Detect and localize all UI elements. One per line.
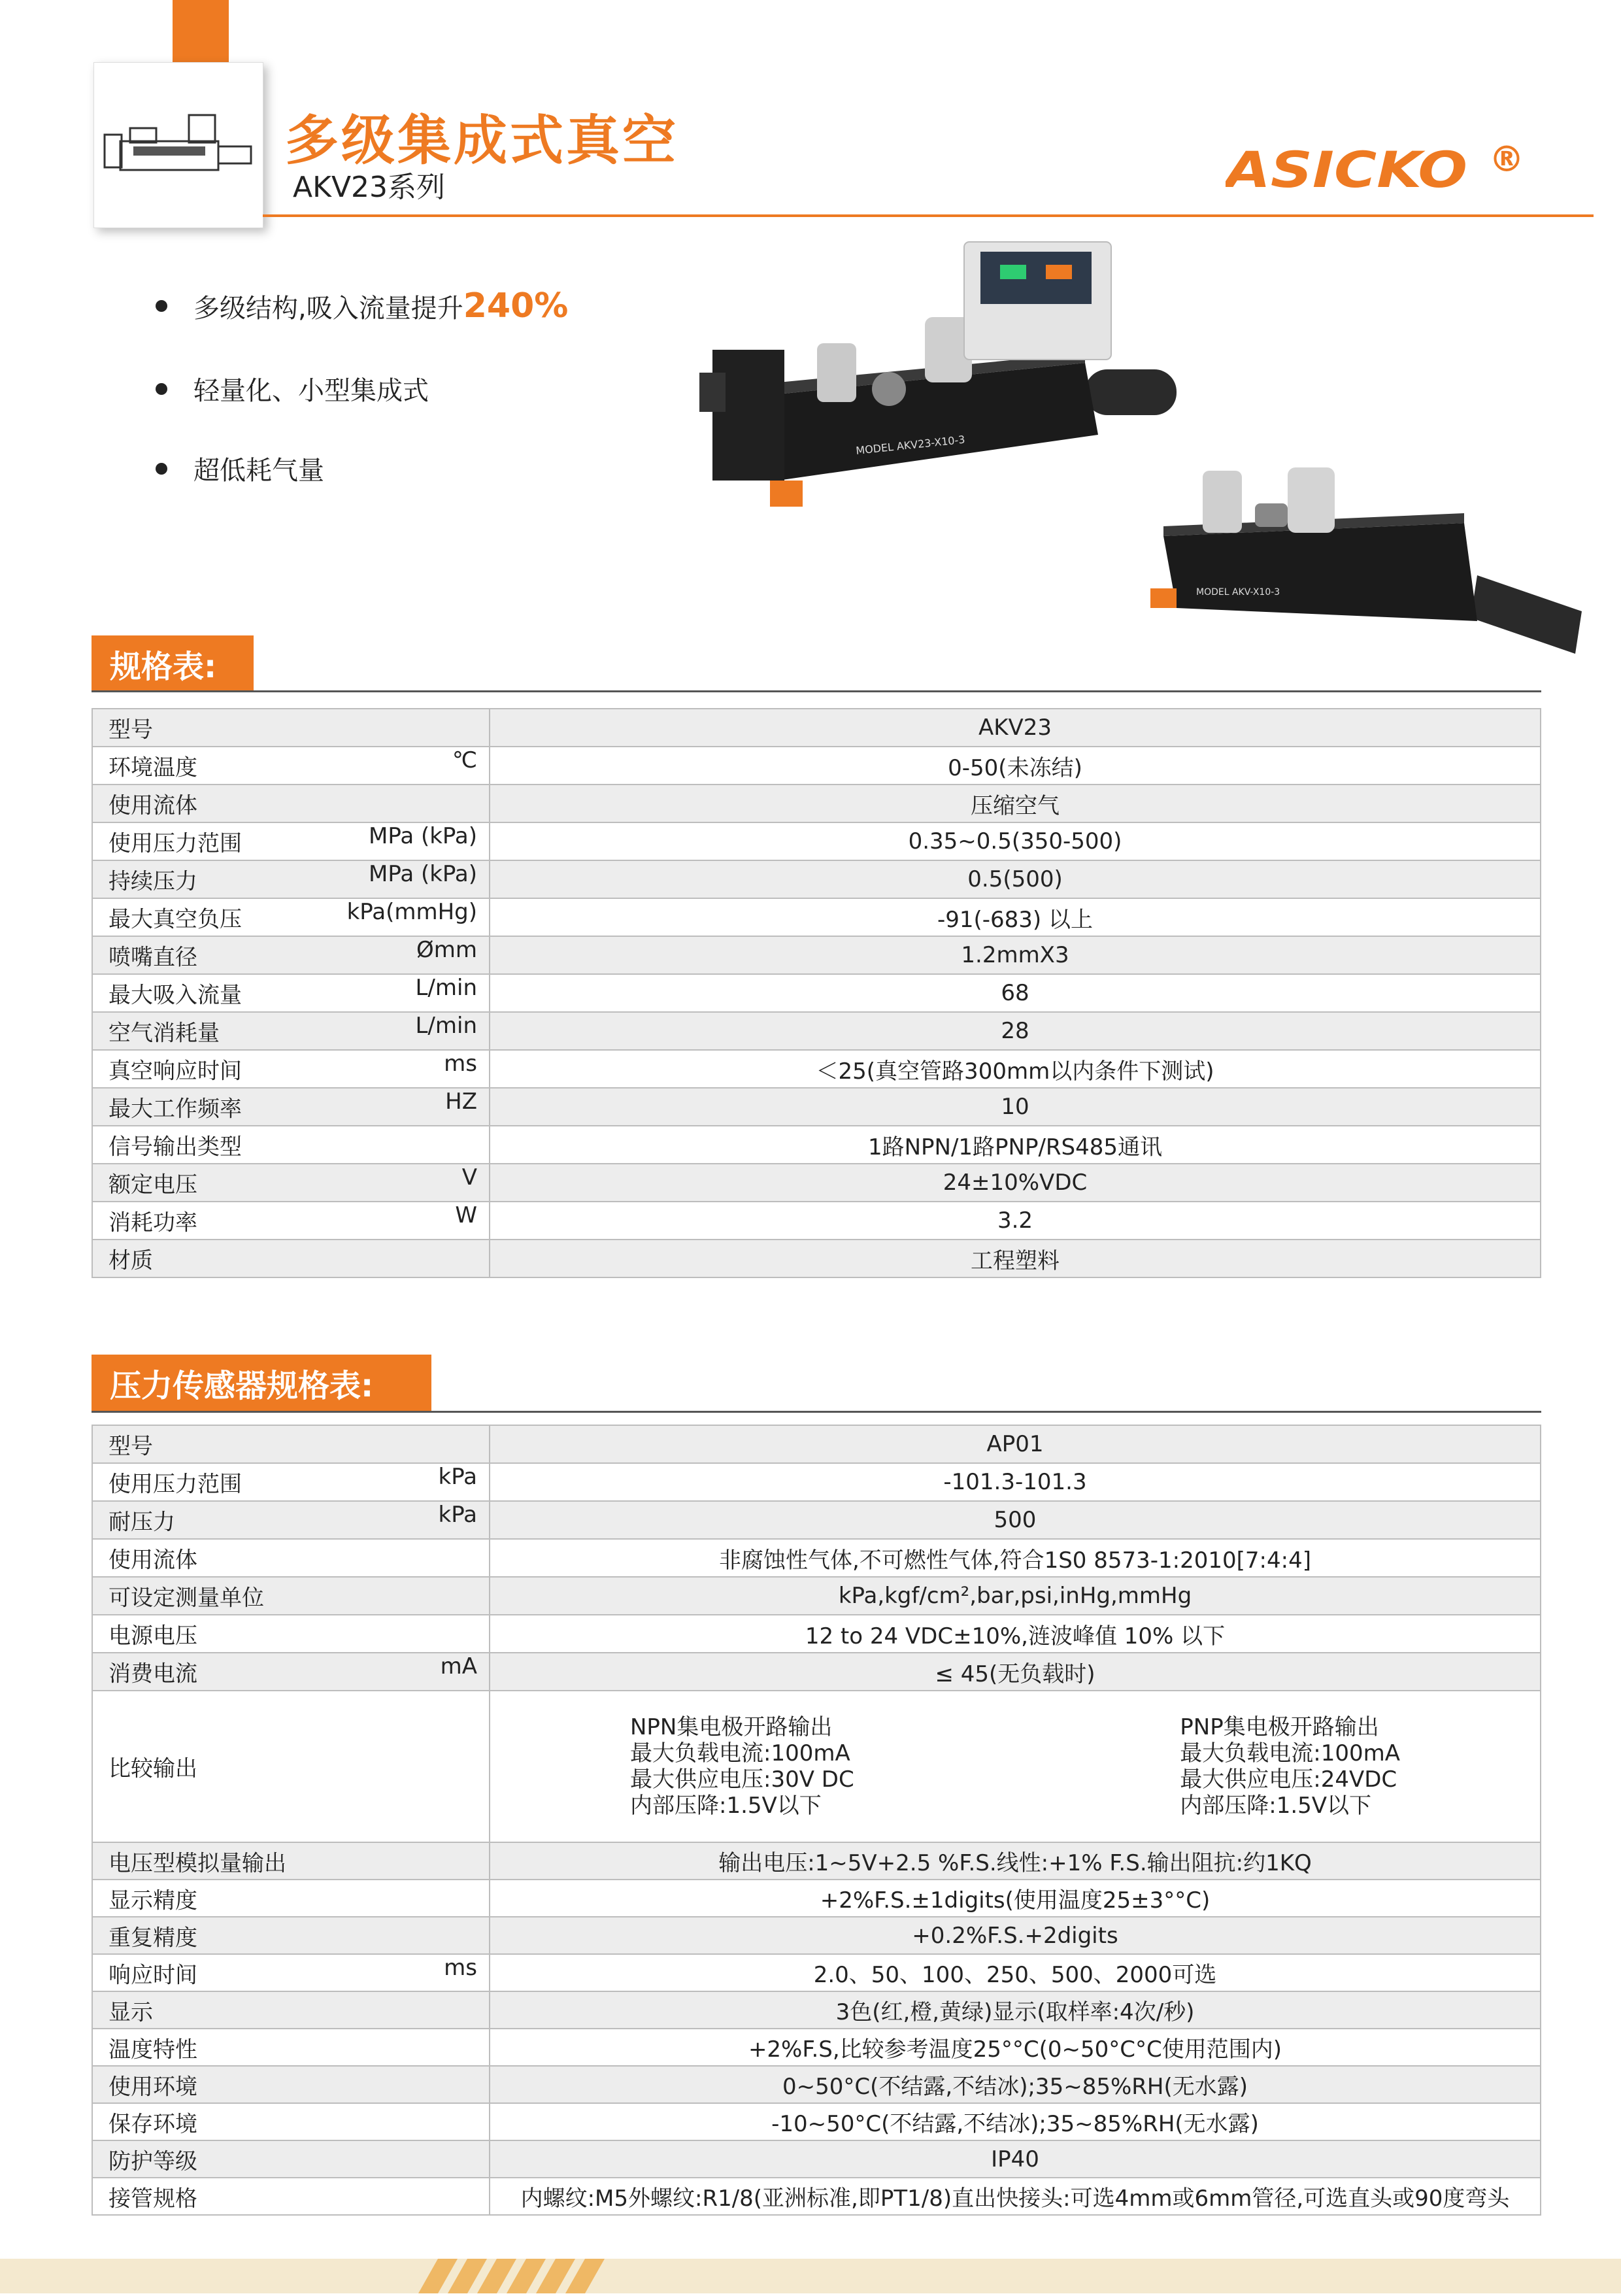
row-label: 使用流体 [109, 1547, 197, 1574]
table-row [92, 1501, 1541, 1539]
table-row [92, 1240, 1541, 1277]
row-value: 工程塑料 [490, 1240, 1541, 1277]
compare-output-cell [499, 1714, 1531, 1819]
row-label: 显示 [109, 1999, 153, 2025]
row-unit: L/min [415, 1013, 477, 1039]
row-label: 耐压力 [109, 1509, 175, 1536]
brand-logo-text: ASICKO [1226, 143, 1467, 196]
sensor-section-title: 压力传感器规格表: [92, 1355, 431, 1411]
table-row [92, 1050, 1541, 1088]
spec-section-title: 规格表: [92, 635, 254, 692]
row-value: 内螺纹:M5外螺纹:R1/8(亚洲标准,即PT1/8)直出快接头:可选4mm或6mm管径,可选直头或90度弯头 [490, 2178, 1541, 2215]
table-row [92, 709, 1541, 747]
row-label: 防护等级 [109, 2148, 197, 2174]
row-value: AKV23 [490, 709, 1541, 747]
row-value: IP40 [490, 2140, 1541, 2178]
feature-text: 多级结构,吸入流量提升 [193, 293, 463, 324]
table-row [92, 1653, 1541, 1691]
row-unit: ms [444, 1051, 477, 1077]
feature-item [156, 450, 324, 487]
row-label: 温度特性 [109, 2036, 197, 2063]
row-label: 消费电流 [109, 1661, 197, 1687]
row-value: 2.0、50、100、250、500、2000可选 [490, 1954, 1541, 1991]
row-value: -101.3-101.3 [490, 1463, 1541, 1501]
row-label: 使用压力范围 [109, 1471, 242, 1498]
row-unit: kPa [438, 1464, 477, 1491]
row-value: 24±10%VDC [490, 1164, 1541, 1202]
header-accent-tab [173, 0, 229, 64]
table-row [92, 1691, 1541, 1842]
product-thumbnail [93, 62, 263, 228]
table-row [92, 860, 1541, 898]
table-row [92, 1164, 1541, 1202]
npn-line: 最大负载电流:100mA [630, 1740, 850, 1766]
row-label: 消耗功率 [109, 1209, 197, 1236]
row-unit: L/min [415, 975, 477, 1002]
feature-item [156, 286, 568, 326]
product-model-label: MODEL AKV-X10-3 [1196, 587, 1280, 598]
table-row [92, 1539, 1541, 1577]
row-unit: MPa (kPa) [369, 823, 477, 850]
table-row [92, 974, 1541, 1012]
table-row [92, 936, 1541, 974]
row-label: 持续压力 [109, 868, 197, 895]
table-row [92, 747, 1541, 785]
row-label: 使用流体 [109, 792, 197, 819]
pnp-line: PNP集电极开路输出 [1180, 1714, 1379, 1740]
spec-table [92, 708, 1541, 1278]
table-row [92, 1202, 1541, 1240]
product-photo-body [1124, 458, 1582, 673]
table-row [92, 785, 1541, 822]
row-label: 电源电压 [109, 1623, 197, 1649]
row-label: 比较输出 [109, 1755, 197, 1782]
pnp-line: 最大负载电流:100mA [1180, 1740, 1400, 1766]
row-value: ＜25(真空管路300mm以内条件下测试) [490, 1050, 1541, 1088]
row-label: 喷嘴直径 [109, 944, 197, 971]
row-label: 额定电压 [109, 1172, 197, 1198]
row-value: 压缩空气 [490, 785, 1541, 822]
row-label: 可设定测量单位 [109, 1585, 264, 1612]
row-value: 68 [490, 974, 1541, 1012]
table-row [92, 2178, 1541, 2215]
table-row [92, 1012, 1541, 1050]
row-label: 最大工作频率 [109, 1096, 242, 1123]
row-label: 保存环境 [109, 2111, 197, 2137]
bullet-icon [156, 300, 167, 312]
npn-output-spec [630, 1714, 854, 1819]
header-rule [263, 214, 1594, 217]
footer-stripes [418, 2259, 634, 2293]
table-row [92, 1615, 1541, 1653]
row-value: 10 [490, 1088, 1541, 1126]
row-unit: W [455, 1202, 477, 1229]
row-value: +2%F.S,比较参考温度25°°C(0~50°C°C使用范围内) [490, 2029, 1541, 2066]
page-subtitle: AKV23系列 [293, 171, 446, 204]
row-value: -91(-683) 以上 [490, 898, 1541, 936]
row-unit: HZ [445, 1089, 477, 1115]
row-label: 最大真空负压 [109, 906, 242, 933]
row-value: 1路NPN/1路PNP/RS485通讯 [490, 1126, 1541, 1164]
table-row [92, 1954, 1541, 1991]
row-value: 28 [490, 1012, 1541, 1050]
table-row [92, 1425, 1541, 1463]
row-unit: MPa (kPa) [369, 861, 477, 888]
table-row [92, 1577, 1541, 1615]
npn-line: 最大供应电压:30V DC [630, 1766, 854, 1793]
row-label: 真空响应时间 [109, 1058, 242, 1085]
table-row [92, 2029, 1541, 2066]
table-row [92, 2066, 1541, 2103]
row-label: 最大吸入流量 [109, 982, 242, 1009]
page-title: 多级集成式真空 [285, 110, 679, 172]
registered-mark: ® [1489, 139, 1524, 180]
table-row [92, 1991, 1541, 2029]
table-row [92, 898, 1541, 936]
pnp-line: 内部压降:1.5V以下 [1180, 1793, 1372, 1819]
table-row [92, 1880, 1541, 1917]
row-unit: kPa [438, 1502, 477, 1528]
row-label: 型号 [109, 1433, 153, 1460]
table-row [92, 2140, 1541, 2178]
table-row [92, 1917, 1541, 1954]
npn-line: NPN集电极开路输出 [630, 1714, 833, 1740]
row-label: 环境温度 [109, 754, 197, 781]
product-photo-with-sensor [693, 239, 1190, 546]
row-value: 0-50(未冻结) [490, 747, 1541, 785]
table-row [92, 1088, 1541, 1126]
row-label: 显示精度 [109, 1887, 197, 1914]
row-value: 1.2mmX3 [490, 936, 1541, 974]
row-value: 3色(红,橙,黄绿)显示(取样率:4次/秒) [490, 1991, 1541, 2029]
feature-item [156, 370, 429, 407]
row-unit: mA [440, 1653, 477, 1680]
row-value: 12 to 24 VDC±10%,涟波峰值 10% 以下 [490, 1615, 1541, 1653]
row-unit: ms [444, 1954, 477, 1981]
row-value: 0~50°C(不结露,不结冰);35~85%RH(无水露) [490, 2066, 1541, 2103]
row-value: 0.35~0.5(350-500) [490, 822, 1541, 860]
row-unit: kPa(mmHg) [346, 899, 477, 926]
pnp-output-spec [1180, 1714, 1400, 1819]
row-value: 0.5(500) [490, 860, 1541, 898]
row-label: 接管规格 [109, 2186, 197, 2212]
brand-logo [1226, 143, 1474, 196]
row-value: +0.2%F.S.+2digits [490, 1917, 1541, 1954]
feature-highlight: 240% [463, 286, 569, 326]
product-model-label: MODEL AKV23-X10-3 [855, 433, 966, 457]
row-value: 500 [490, 1501, 1541, 1539]
row-label: 信号输出类型 [109, 1134, 242, 1160]
feature-text: 超低耗气量 [193, 456, 324, 486]
row-unit: Ømm [416, 937, 477, 964]
row-label: 电压型模拟量输出 [109, 1850, 286, 1876]
table-row [92, 1463, 1541, 1501]
section-rule [92, 1411, 1541, 1413]
row-value: 输出电压:1~5V+2.5 %F.S.线性:+1% F.S.输出阻抗:约1KQ [490, 1842, 1541, 1880]
row-unit: ℃ [452, 747, 477, 774]
row-value: kPa,kgf/cm²,bar,psi,inHg,mmHg [490, 1577, 1541, 1615]
table-row [92, 2103, 1541, 2140]
row-label: 材质 [109, 1247, 153, 1274]
npn-line: 内部压降:1.5V以下 [630, 1793, 822, 1819]
row-label: 空气消耗量 [109, 1020, 220, 1047]
row-value: +2%F.S.±1digits(使用温度25±3°°C) [490, 1880, 1541, 1917]
table-row [92, 1842, 1541, 1880]
table-row [92, 1126, 1541, 1164]
row-label: 型号 [109, 717, 153, 743]
row-value: AP01 [490, 1425, 1541, 1463]
section-rule [92, 690, 1541, 692]
feature-text: 轻量化、小型集成式 [193, 376, 429, 406]
row-value: 非腐蚀性气体,不可燃性气体,符合1S0 8573-1:2010[7:4:4] [490, 1539, 1541, 1577]
row-label: 使用压力范围 [109, 830, 242, 857]
row-unit: V [461, 1164, 477, 1191]
row-label: 响应时间 [109, 1962, 197, 1988]
row-value: -10~50°C(不结露,不结冰);35~85%RH(无水露) [490, 2103, 1541, 2140]
row-label: 使用环境 [109, 2074, 197, 2100]
footer-band [0, 2259, 1621, 2293]
table-row [92, 822, 1541, 860]
row-label: 重复精度 [109, 1925, 197, 1951]
pnp-line: 最大供应电压:24VDC [1180, 1766, 1397, 1793]
bullet-icon [156, 383, 167, 395]
row-value: ≤ 45(无负载时) [490, 1653, 1541, 1691]
sensor-table [92, 1425, 1541, 2216]
row-value: 3.2 [490, 1202, 1541, 1240]
bullet-icon [156, 463, 167, 475]
